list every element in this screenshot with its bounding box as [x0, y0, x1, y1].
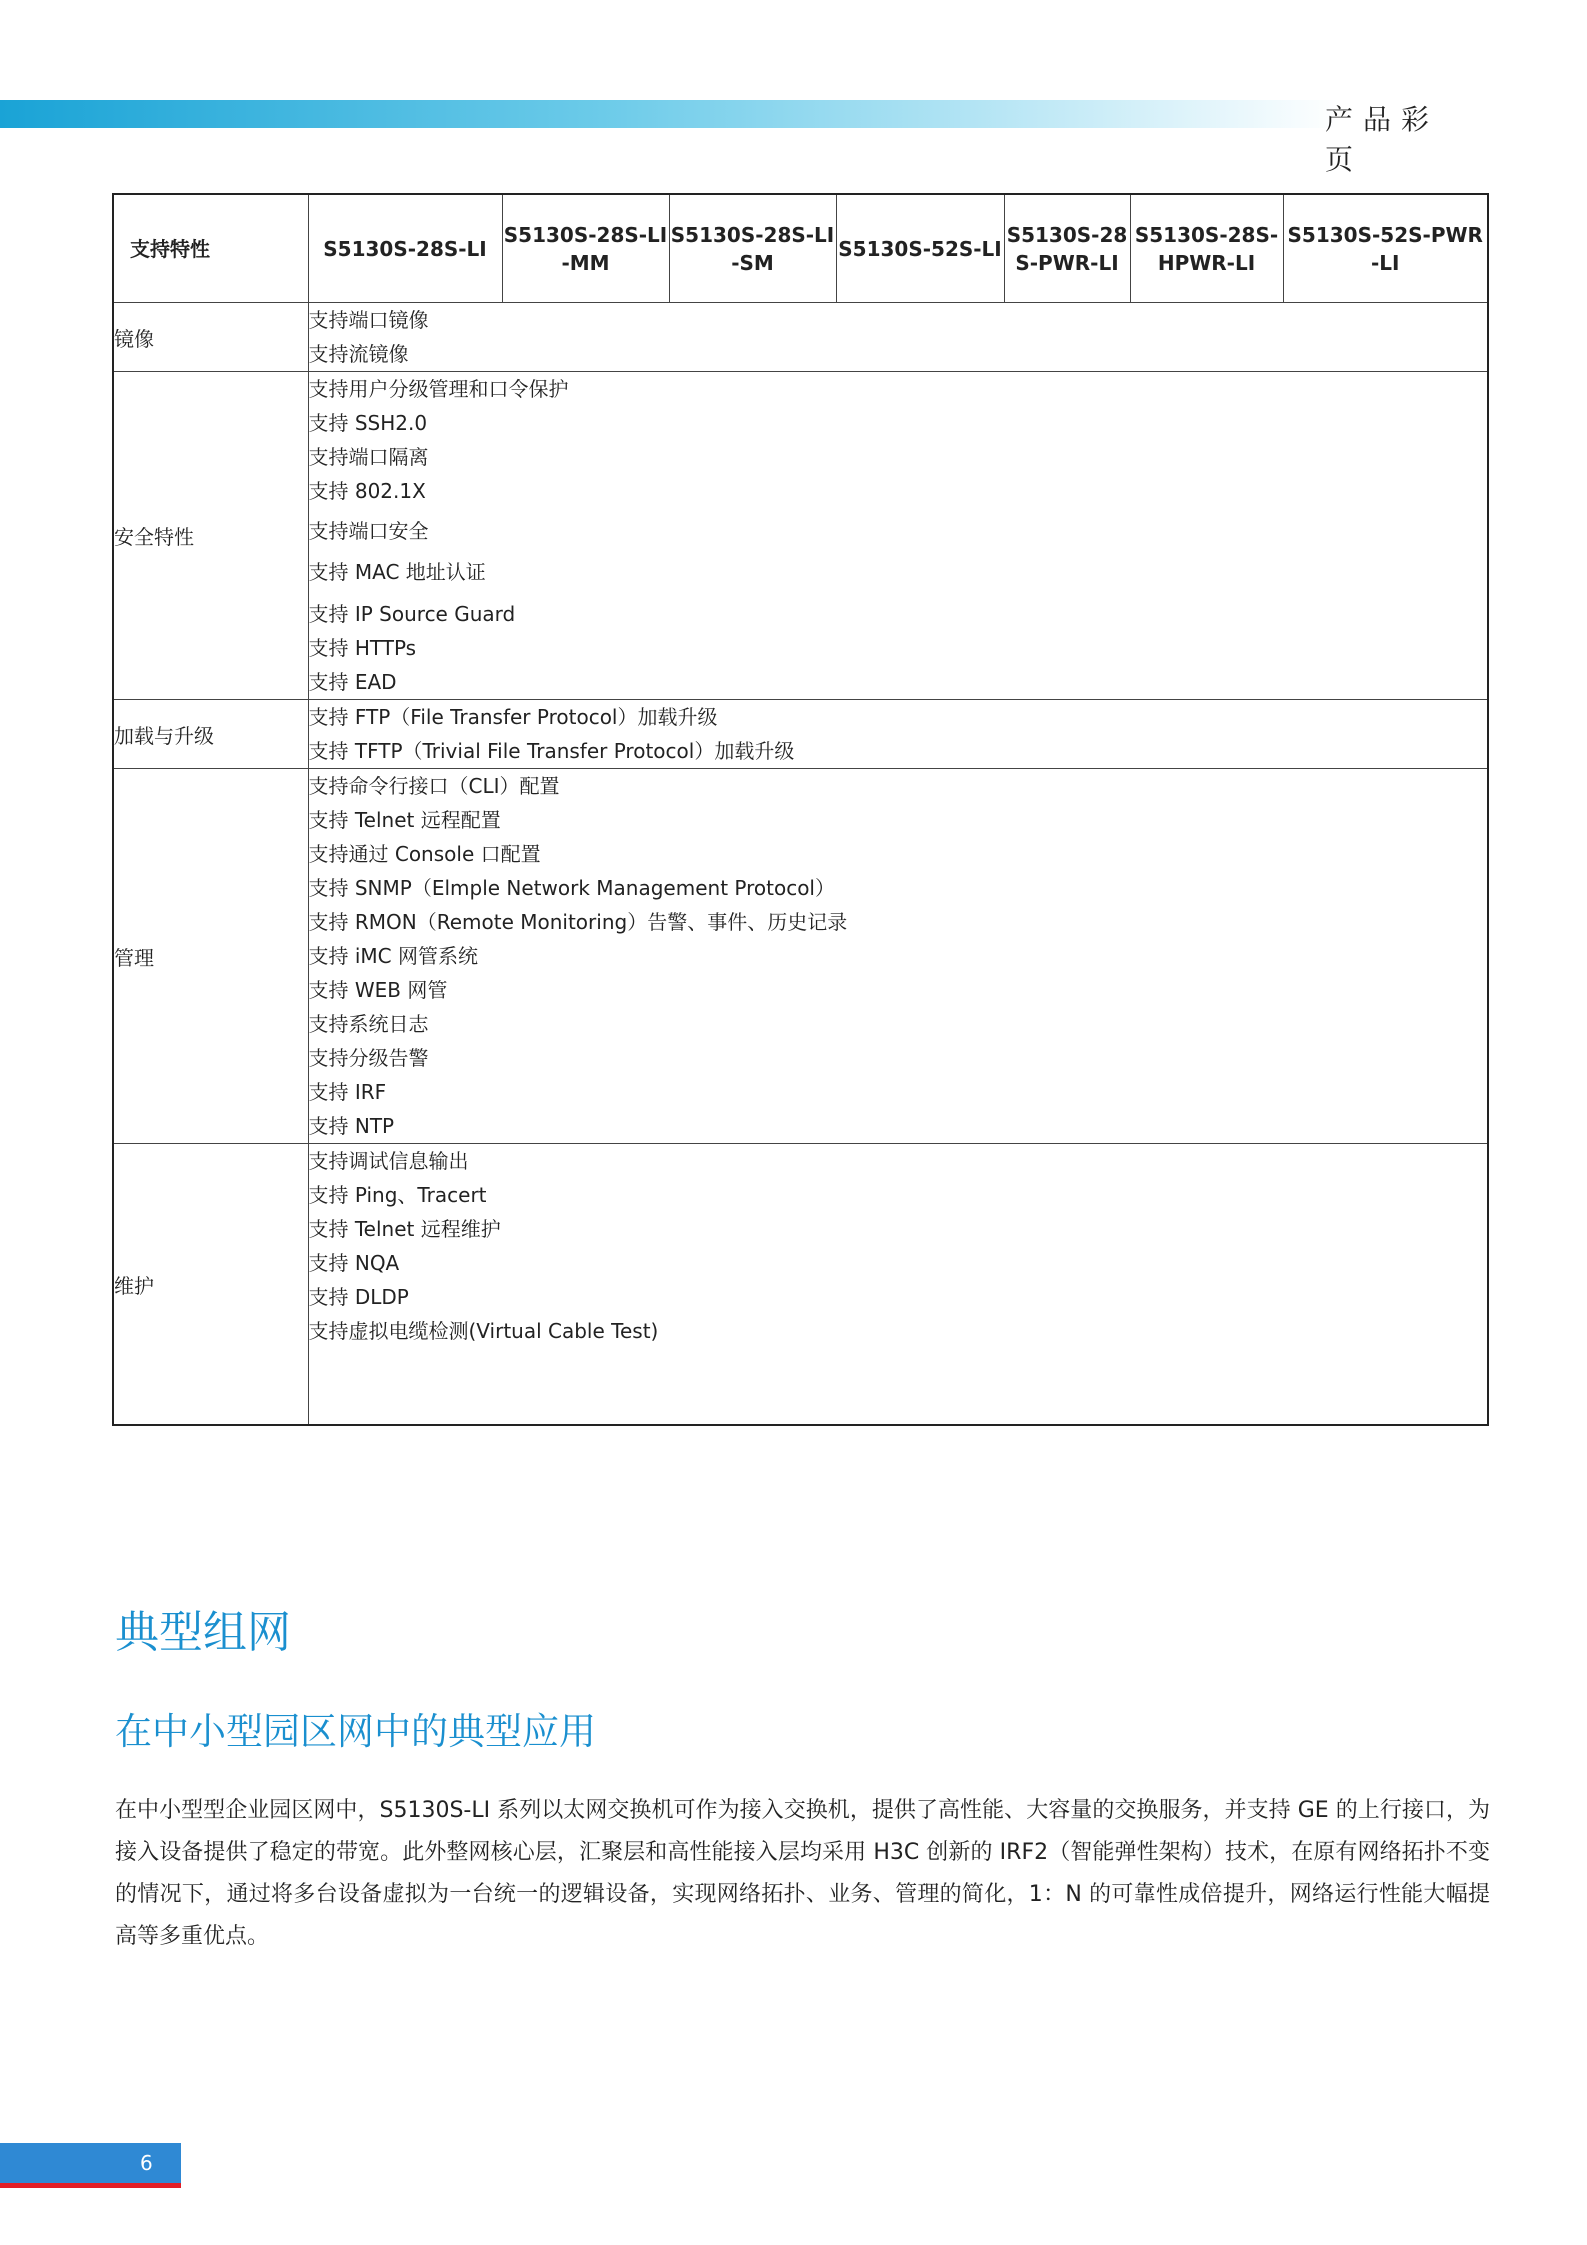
feature-item: 支持 HTTPs	[308, 636, 417, 660]
feature-item: 支持系统日志	[308, 1012, 429, 1036]
feature-items	[308, 769, 1488, 1144]
feature-item: 支持 iMC 网管系统	[308, 944, 478, 968]
feature-item: 支持通过 Console 口配置	[308, 842, 541, 866]
feature-item: 支持调试信息输出	[308, 1149, 469, 1173]
feature-name: 加载与升级	[113, 700, 308, 769]
feature-item: 支持端口镜像	[308, 308, 429, 332]
page-number: 6	[140, 2151, 153, 2175]
table-row	[113, 700, 1488, 769]
feature-item: 支持 WEB 网管	[308, 978, 448, 1002]
feature-name: 安全特性	[113, 372, 308, 700]
feature-item: 支持端口隔离	[308, 445, 429, 469]
footer-page-block	[0, 2143, 181, 2188]
feature-name: 维护	[113, 1144, 308, 1426]
table-row	[113, 769, 1488, 1144]
feature-items	[308, 1144, 1488, 1426]
feature-items	[308, 700, 1488, 769]
table-row	[113, 303, 1488, 372]
feature-item: 支持 EAD	[308, 670, 397, 694]
header-title: 产品彩页	[1325, 103, 1440, 176]
feature-item: 支持 IRF	[308, 1080, 387, 1104]
feature-item: 支持 Telnet 远程配置	[308, 808, 501, 832]
feature-item: 支持 NQA	[308, 1251, 400, 1275]
feature-items	[308, 372, 1488, 700]
column-header: S5130S-28S-LI-MM	[502, 194, 669, 303]
feature-item: 支持 TFTP（Trivial File Transfer Protocol）加载升级	[308, 739, 795, 763]
feature-name: 管理	[113, 769, 308, 1144]
table-row	[113, 1144, 1488, 1426]
feature-item: 支持 802.1X	[308, 479, 426, 503]
section-paragraph: 在中小型型企业园区网中，S5130S-LI 系列以太网交换机可作为接入交换机，提供了高性能、大容量的交换服务，并支持 GE 的上行接口，为接入设备提供了稳定的带宽。此外整网核心层，汇聚层和高性能接入层均采用 H3C 创新的 IRF2（智能弹性架构）技术，在原有网络拓扑不变的情况下，通过将多台设备虚拟为一台统一的逻辑设备，实现网络拓扑、业务、管理的简化，1：N 的可靠性成倍提升，网络运行性能大幅提高等多重优点。	[115, 1798, 1490, 1949]
feature-item: 支持 SNMP（Elmple Network Management Protocol）	[308, 876, 835, 900]
column-header: S5130S-28S-LI	[308, 194, 502, 303]
header-accent-bar	[0, 100, 1340, 128]
table-row	[113, 372, 1488, 700]
feature-item: 支持虚拟电缆检测(Virtual Cable Test)	[308, 1319, 659, 1343]
feature-item: 支持 SSH2.0	[308, 411, 428, 435]
spec-table	[112, 193, 1489, 1426]
feature-item: 支持 MAC 地址认证	[308, 560, 486, 584]
feature-item: 支持 FTP（File Transfer Protocol）加载升级	[308, 705, 718, 729]
feature-item: 支持 Ping、Tracert	[308, 1183, 487, 1207]
feature-item: 支持 NTP	[308, 1114, 395, 1138]
column-header: 支持特性	[113, 194, 308, 303]
feature-item: 支持端口安全	[308, 519, 429, 543]
feature-items	[308, 303, 1488, 372]
column-header: S5130S-28S-LI-SM	[669, 194, 836, 303]
feature-name: 镜像	[113, 303, 308, 372]
feature-item: 支持 IP Source Guard	[308, 602, 516, 626]
feature-item: 支持用户分级管理和口令保护	[308, 377, 569, 401]
column-header: S5130S-28S-PWR-LI	[1004, 194, 1130, 303]
table-header-row	[113, 194, 1488, 303]
feature-item: 支持 RMON（Remote Monitoring）告警、事件、历史记录	[308, 910, 848, 934]
feature-item: 支持命令行接口（CLI）配置	[308, 774, 560, 798]
column-header: S5130S-52S-LI	[836, 194, 1004, 303]
feature-item: 支持分级告警	[308, 1046, 429, 1070]
section-title: 典型组网	[115, 1607, 291, 1658]
section-subtitle: 在中小型园区网中的典型应用	[115, 1710, 596, 1753]
feature-item: 支持流镜像	[308, 342, 409, 366]
feature-item: 支持 DLDP	[308, 1285, 409, 1309]
feature-item: 支持 Telnet 远程维护	[308, 1217, 501, 1241]
column-header: S5130S-28S-HPWR-LI	[1130, 194, 1283, 303]
column-header: S5130S-52S-PWR-LI	[1283, 194, 1488, 303]
